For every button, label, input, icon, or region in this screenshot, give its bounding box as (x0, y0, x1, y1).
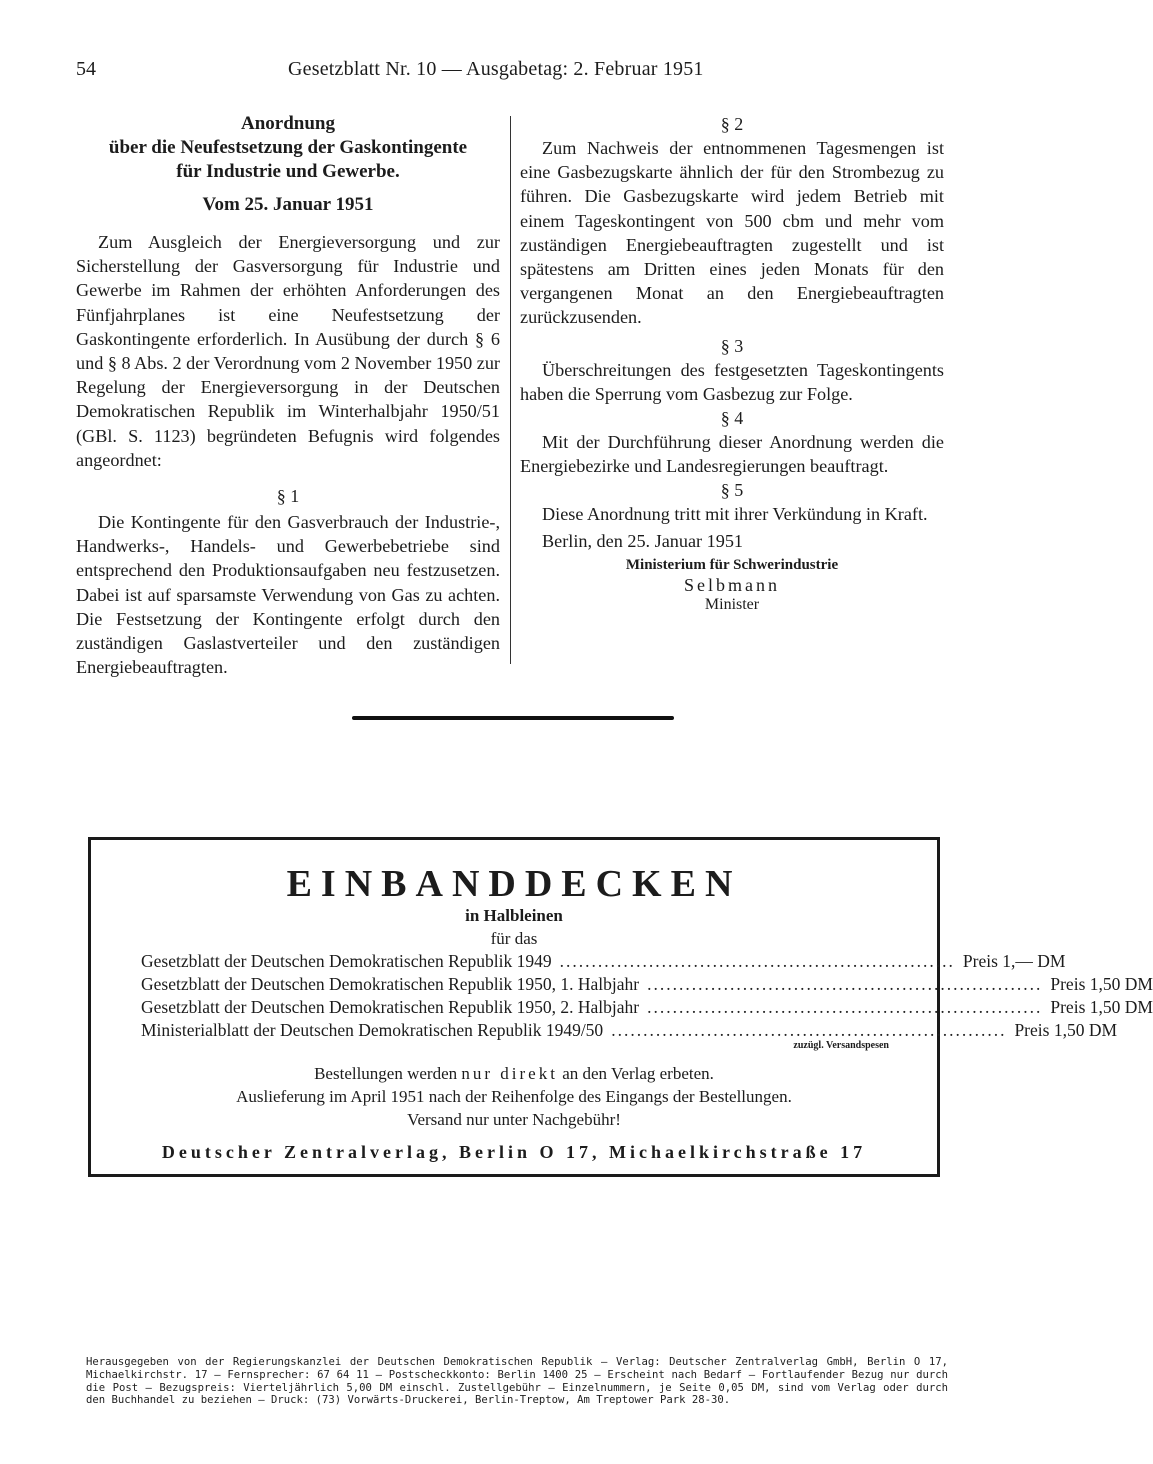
signature-title: Minister (704, 595, 760, 613)
section-5-title: § 5 (720, 480, 744, 501)
leader-dots: .............................................................. (611, 1020, 1007, 1040)
section-separator-rule (352, 716, 674, 720)
order-note-post: an den Verlag erbeten. (562, 1064, 714, 1083)
column-divider (510, 116, 511, 664)
item-price: Preis 1,50 DM (1050, 997, 1153, 1017)
right-column (520, 112, 944, 614)
price-list (141, 950, 1153, 1042)
price-list-item (141, 996, 1153, 1019)
page-number: 54 (76, 58, 96, 80)
signature-ministry: Ministerium für Schwerindustrie (625, 556, 839, 573)
leader-dots: .............................................................. (647, 997, 1043, 1017)
section-1-title: § 1 (276, 486, 300, 507)
section-3-text: Überschreitungen des festgesetzten Tageskontingents haben die Sperrung vom Gasbezug zur Folge. (520, 359, 944, 404)
preamble-paragraph: Zum Ausgleich der Energieversorgung und zur Sicherstellung der Gasversorgung für Industrie und Gewerbe im Rahmen der erhöhten Anforderungen des Fünfjahrplanes ist eine Neufestsetzung der Gaskontingente erforderlich. In Ausübung der durch § 6 und § 8 Abs. 2 der Verordnung vom 2 November 1950 zur Regelung der Energieversorgung in der Deutschen Demokratischen Republik im Winterhalbjahr 1950/51 (GBl. S. 1123) begründeten Befugnis wird folgendes angeordnet: (76, 232, 500, 470)
price-list-item (141, 950, 1066, 973)
ordinance-heading-1: Anordnung (241, 113, 335, 134)
place-and-date: Berlin, den 25. Januar 1951 (542, 530, 744, 551)
section-1-text: Die Kontingente für den Gasverbrauch der Industrie-, Handwerks-, Handels- und Gewerbebetriebe sind entsprechend den Produktionsaufgaben neu festzusetzen. Dabei ist auf sparsamste Verwendung von Gas zu achten. Die Festsetzung der Kontingente erfolgt durch den zuständigen Gaslastverteiler und den zuständigen Energiebeauftragten. (76, 512, 500, 678)
section-2-text: Zum Nachweis der entnommenen Tagesmengen ist eine Gasbezugskarte ähnlich der für den Strombezug zu führen. Die Gasbezugskarte wird jedem Betrieb mit einem Tageskontingent von 500 cbm und mehr vom zuständigen Energiebeauftragten zugestellt und ist spätestens am Dritten eines jeden Monats für den vergangenen Monat an den Energiebeauftragten zurückzusenden. (520, 138, 944, 328)
advertisement-box (88, 837, 1153, 1177)
price-list-item (141, 1019, 1118, 1042)
order-note-pre: Bestellungen werden (314, 1064, 458, 1083)
footer-imprint: Herausgegeben von der Regierungskanzlei der Deutschen Demokratischen Republik — Verlag: Deutscher Zentralverlag GmbH, Berlin O 17, Michaelkirchstr. 17 — Fernsprecher: 67 64 11 — Postscheckkonto: Berlin 1400 25 — Erscheint nach Bedarf — Fortlaufender Bezug nur durch die Post — Bezugspreis: Vierteljährlich 5,00 DM einschl. Zustellgebühr — Einzelnummern, je Seite 0,05 DM, sind vom Verlag oder durch den Buchhandel zu beziehen — Druck: (73) Vorwärts-Druckerei, Berlin-Treptow, Am Treptower Park 28-30. (86, 1356, 948, 1407)
section-3-title: § 3 (720, 335, 744, 356)
order-note (91, 1064, 937, 1084)
section-4-title: § 4 (720, 408, 744, 429)
item-price: Preis 1,— DM (962, 951, 1066, 971)
running-header: Gesetzblatt Nr. 10 — Ausgabetag: 2. Februar 1951 (288, 58, 704, 80)
item-name: Gesetzblatt der Deutschen Demokratischen Republik 1950, 1. Halbjahr (141, 974, 640, 994)
signature-name: Selbmann (684, 574, 780, 595)
section-4-text: Mit der Durchführung dieser Anordnung werden die Energiebezirke und Landesregierungen beauftragt. (520, 432, 944, 477)
left-column (76, 112, 500, 679)
item-price: Preis 1,50 DM (1050, 974, 1153, 994)
item-name: Gesetzblatt der Deutschen Demokratischen Republik 1950, 2. Halbjahr (141, 997, 640, 1017)
advertisement-fuer-das: für das (490, 929, 538, 948)
advertisement-subtitle: in Halbleinen (465, 906, 563, 925)
section-5-text: Diese Anordnung tritt mit ihrer Verkündung in Kraft. (542, 504, 928, 525)
shipping-note: zuzügl. Versandspesen (793, 1040, 889, 1051)
item-price: Preis 1,50 DM (1014, 1020, 1118, 1040)
ordinance-heading-3: für Industrie und Gewerbe. (176, 161, 400, 182)
section-2-title: § 2 (720, 114, 744, 134)
item-name: Gesetzblatt der Deutschen Demokratischen Republik 1949 (141, 951, 552, 971)
order-note-emphasis: nur direkt (461, 1064, 558, 1083)
advertisement-title: EINBANDDECKEN (286, 863, 742, 905)
shipping-terms: Versand nur unter Nachgebühr! (407, 1110, 621, 1129)
delivery-note: Auslieferung im April 1951 nach der Reihenfolge des Eingangs der Bestellungen. (236, 1087, 792, 1106)
ordinance-heading-2: über die Neufestsetzung der Gaskontingente (108, 137, 468, 158)
price-list-item (141, 973, 1153, 996)
publisher-address: Deutscher Zentralverlag, Berlin O 17, Michaelkirchstraße 17 (161, 1142, 867, 1162)
leader-dots: .............................................................. (559, 951, 955, 971)
item-name: Ministerialblatt der Deutschen Demokratischen Republik 1949/50 (141, 1020, 604, 1040)
leader-dots: .............................................................. (647, 974, 1043, 994)
ordinance-date: Vom 25. Januar 1951 (202, 194, 374, 215)
